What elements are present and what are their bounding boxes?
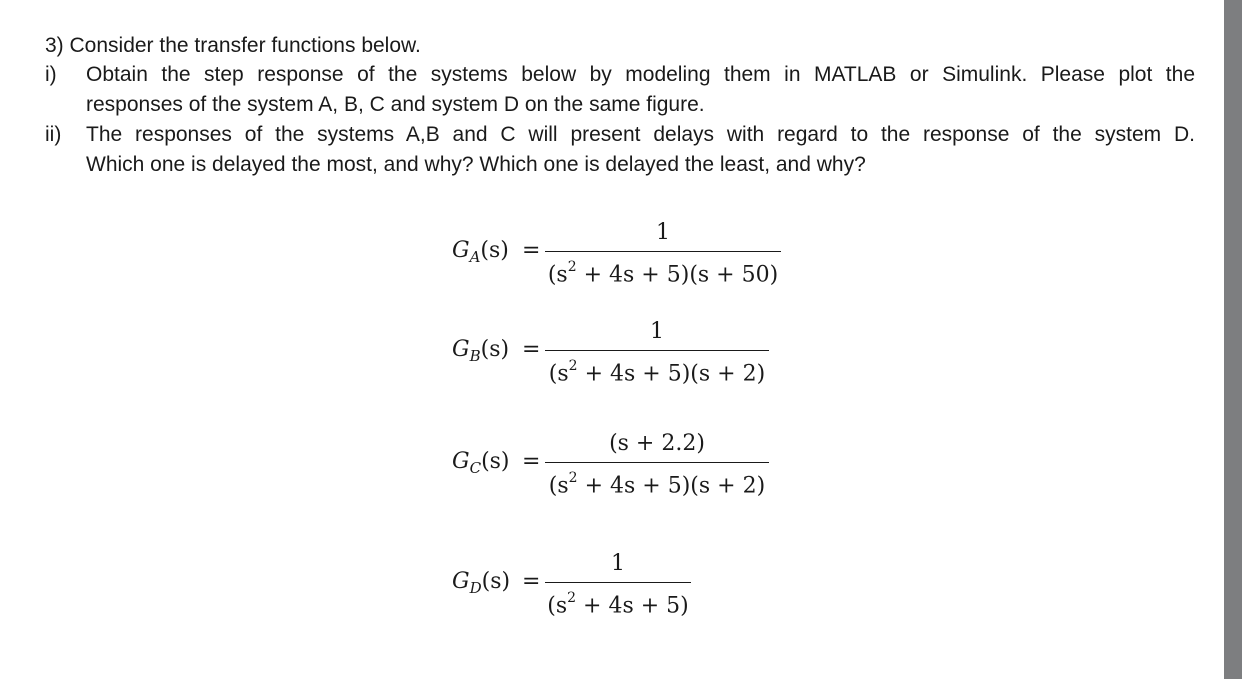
equation-gc: [452, 431, 792, 501]
item-text-ii: [86, 120, 1195, 180]
equation-gc-equals: =: [522, 449, 541, 474]
equation-gb: [452, 319, 792, 389]
equation-gb-fraction: [545, 319, 769, 387]
viewer-scroll-edge: [1224, 0, 1242, 679]
equation-ga-denominator: $(s^2 + 4s + 5)(s + 50)$: [547, 259, 779, 288]
equation-gd-fraction: [545, 551, 691, 619]
equation-ga-lhs: $G_A(s)$: [452, 238, 509, 266]
item-i-line-1: Obtain the step response of the systems below by modeling them in MATLAB or Simulink. Please plot the: [86, 63, 1195, 86]
equation-gb-numerator: 1: [650, 319, 664, 344]
equation-gc-fraction-bar: [545, 462, 769, 463]
equation-ga-numerator: 1: [656, 220, 670, 245]
equation-gd-numerator: 1: [611, 551, 625, 576]
equation-gd-fraction-bar: [545, 582, 691, 583]
equation-gb-denominator: $(s^2 + 4s + 5)(s + 2)$: [548, 358, 766, 387]
equation-ga-equals: =: [522, 238, 541, 263]
question-item-i: [45, 60, 1195, 122]
item-marker-i: i): [45, 63, 57, 86]
equation-ga-fraction: [545, 220, 781, 288]
equation-gb-equals: =: [522, 337, 541, 362]
equation-gc-denominator: $(s^2 + 4s + 5)(s + 2)$: [548, 470, 766, 499]
equation-ga-fraction-bar: [545, 251, 781, 252]
equation-gc-lhs: $G_C(s)$: [452, 449, 510, 477]
equation-gb-fraction-bar: [545, 350, 769, 351]
item-marker-ii: ii): [45, 123, 62, 146]
item-text-i: [86, 60, 1195, 120]
question-heading: 3) Consider the transfer functions below.: [45, 34, 421, 57]
equation-gd-denominator: $(s^2 + 4s + 5)$: [547, 590, 689, 619]
item-i-line-2: responses of the system A, B, C and system D on the same figure.: [86, 93, 705, 116]
equation-gb-lhs: $G_B(s)$: [452, 337, 510, 365]
equation-gd-lhs: $G_D(s)$: [452, 569, 511, 597]
equation-gd-equals: =: [522, 569, 541, 594]
equation-gd: [452, 551, 752, 621]
equation-ga: [452, 220, 792, 290]
item-ii-line-2: Which one is delayed the most, and why? Which one is delayed the least, and why?: [86, 153, 866, 176]
equation-gc-fraction: [545, 431, 769, 499]
question-item-ii: [45, 120, 1195, 182]
equation-gc-numerator: (s + 2.2): [609, 431, 705, 456]
item-ii-line-1: The responses of the systems A,B and C will present delays with regard to the response of the system D.: [86, 123, 1195, 146]
